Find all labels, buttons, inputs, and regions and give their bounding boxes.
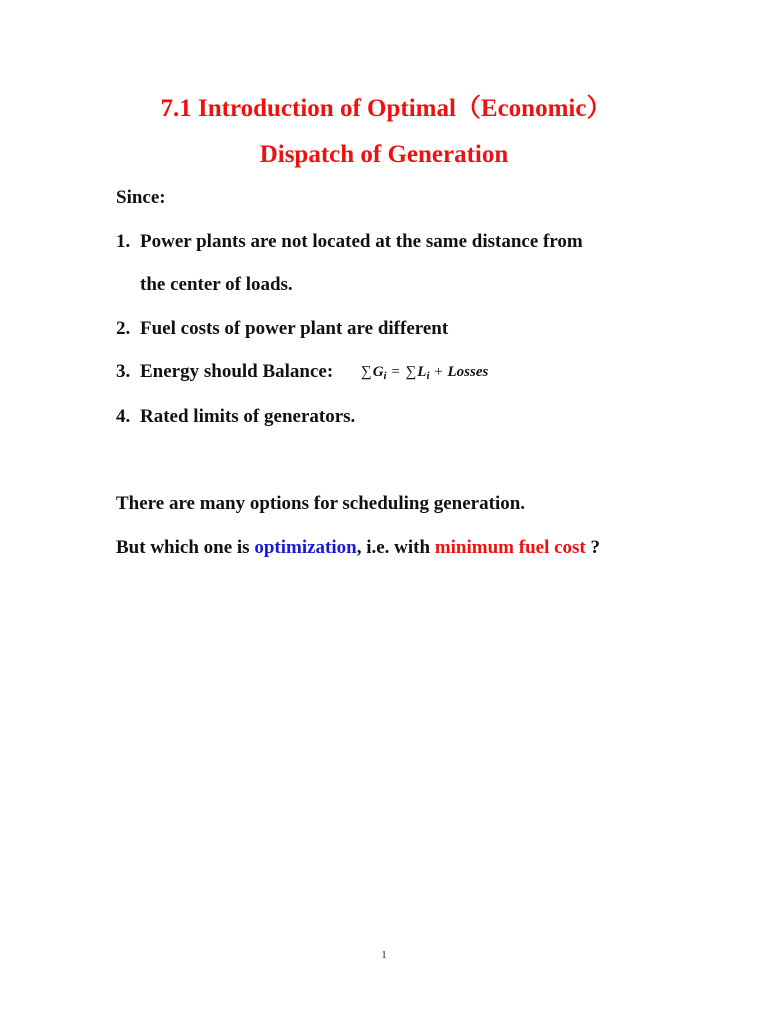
minimum-fuel-cost-highlight: minimum fuel cost [434, 537, 586, 558]
title-line-1: 7.1 Introduction of Optimal（Economic） [160, 95, 612, 122]
page-number: 1 [381, 949, 387, 961]
sum-symbol-1: ∑ [361, 364, 372, 380]
item-3-text: Energy should Balance: [140, 361, 334, 382]
paragraph-question [116, 536, 600, 560]
formula-g-subscript: i [383, 370, 387, 382]
question-middle: , i.e. with [356, 537, 435, 558]
formula-equals: = [391, 364, 400, 380]
item-3-number: 3. [116, 361, 131, 382]
item-4-number: 4. [116, 406, 131, 427]
item-4-text: Rated limits of generators. [140, 406, 356, 427]
intro-label: Since: [116, 187, 166, 208]
formula-losses: Losses [447, 364, 489, 380]
title-line-2: Dispatch of Generation [259, 141, 509, 168]
question-before: But which one is [116, 537, 255, 558]
item-1-continuation: the center of loads. [140, 274, 293, 295]
formula-l-subscript: i [426, 370, 430, 382]
formula-plus: + [434, 364, 443, 380]
optimization-highlight: optimization [254, 537, 357, 558]
item-1-text: Power plants are not located at the same distance from [140, 231, 583, 252]
paragraph-options: There are many options for scheduling generation. [116, 493, 526, 514]
item-2-number: 2. [116, 318, 131, 339]
item-2-text: Fuel costs of power plant are different [140, 318, 449, 339]
formula-g: G [372, 364, 384, 380]
formula-l: L [417, 364, 427, 380]
energy-balance-formula [360, 361, 488, 387]
sum-symbol-2: ∑ [405, 364, 417, 380]
question-after: ? [585, 537, 600, 558]
item-1-number: 1. [116, 231, 131, 252]
